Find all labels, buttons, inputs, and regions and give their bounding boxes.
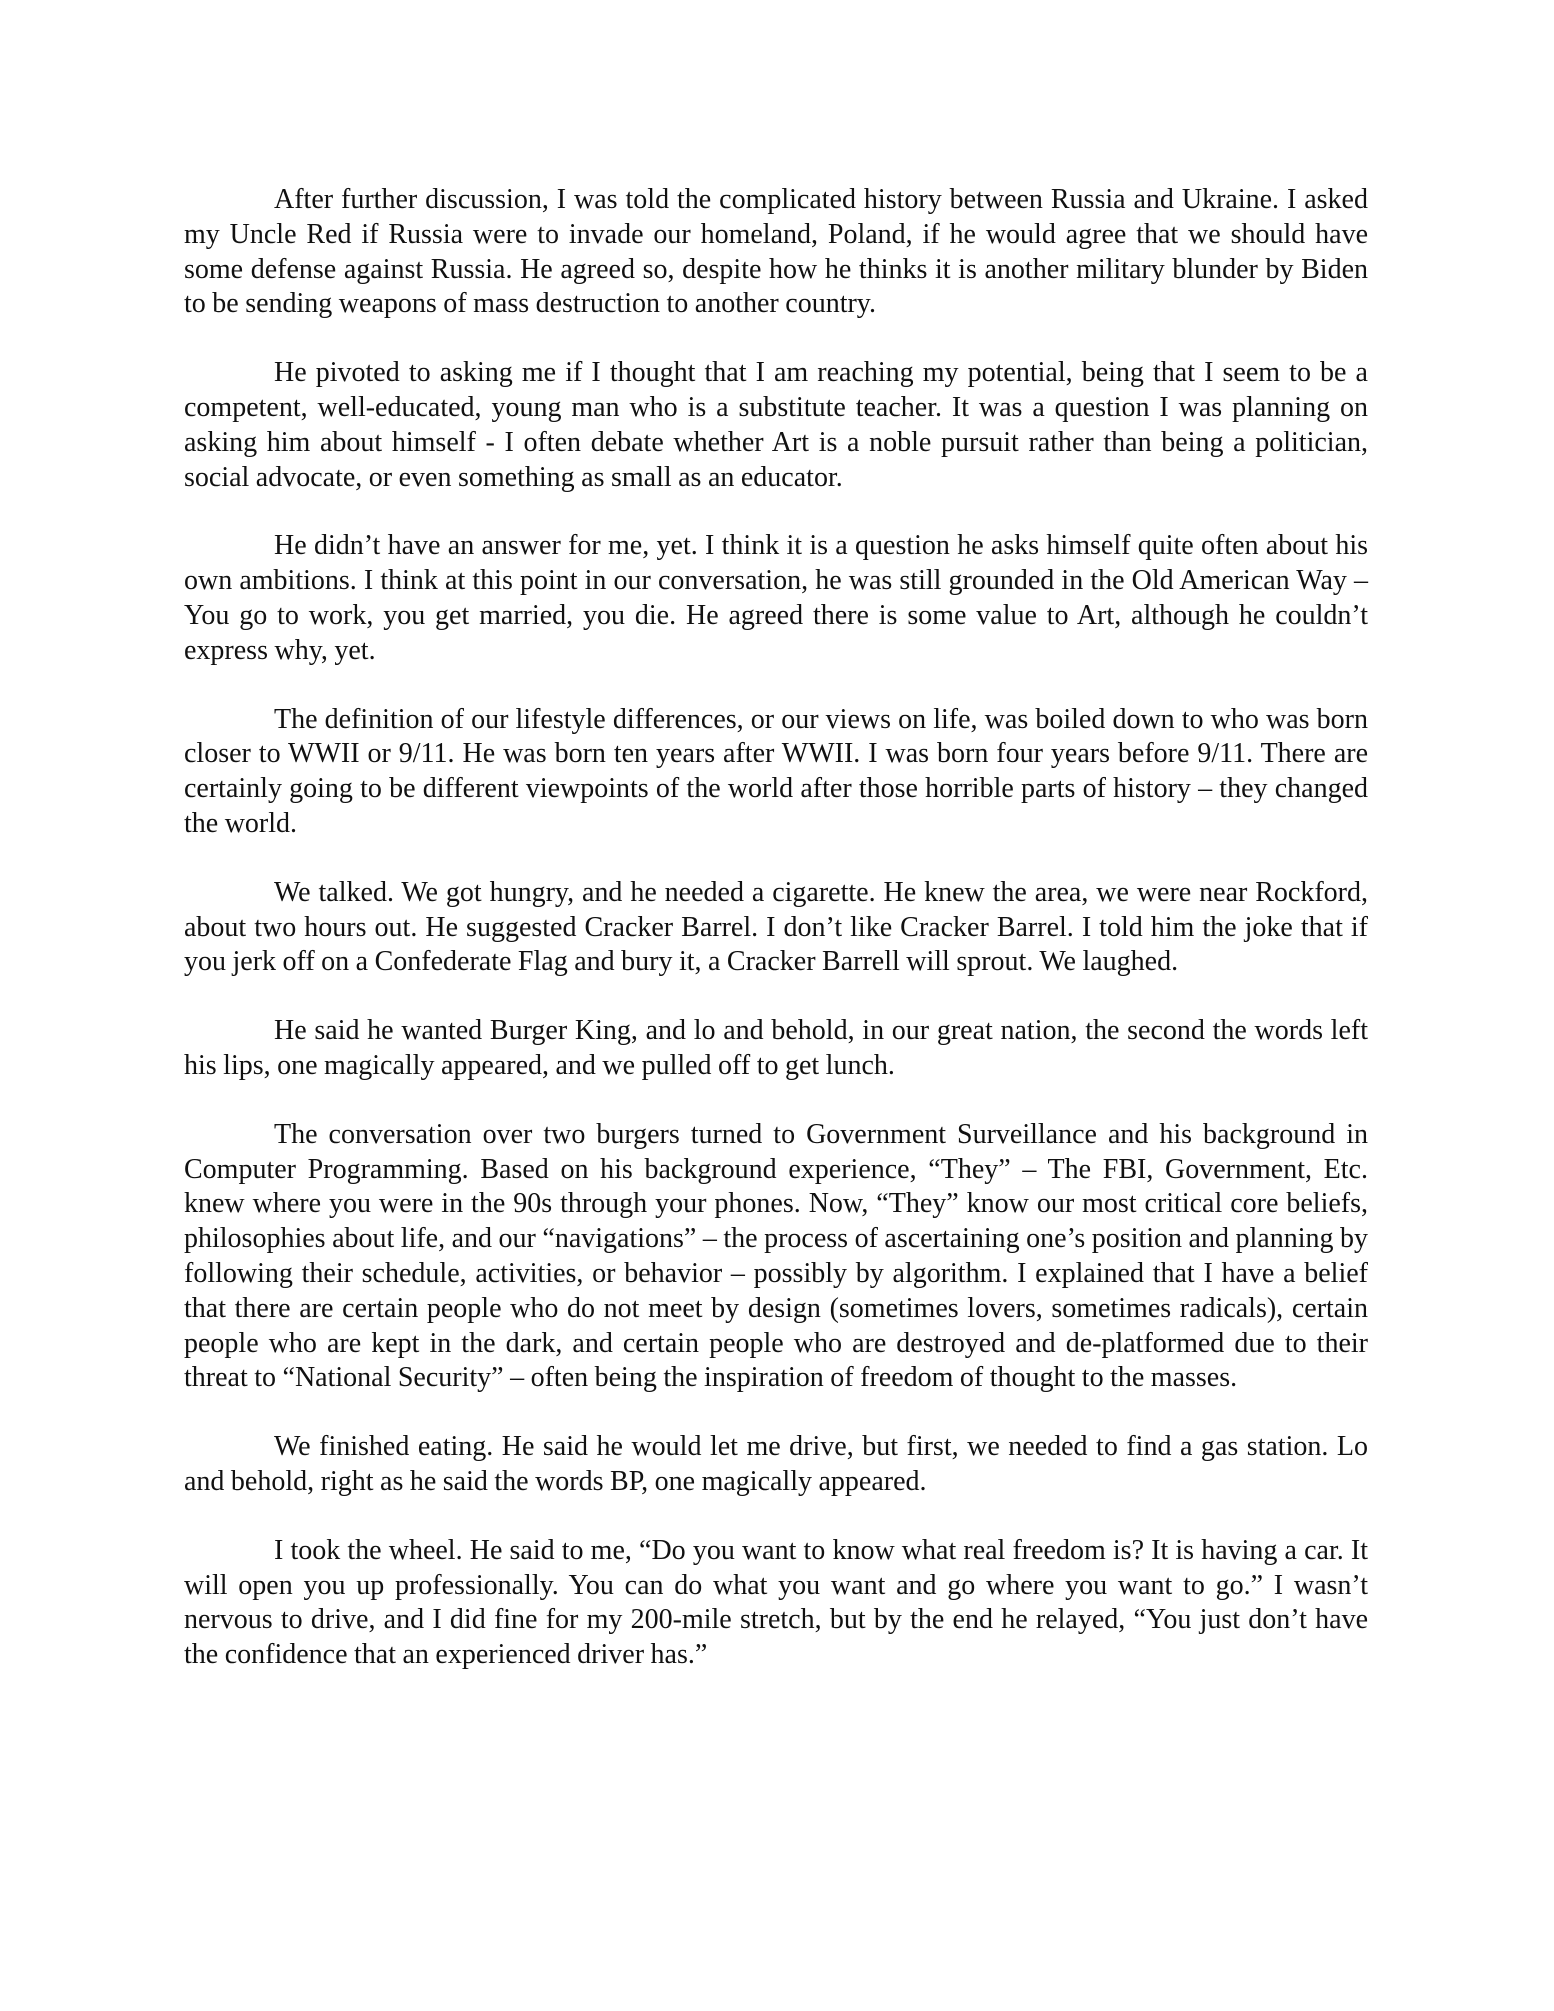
paragraph-ambitions: He didn’t have an answer for me, yet. I think it is a question he asks himself quite often about his own ambitions. I think at this point in our conversation, he was still grounded in the Old American Way – You go to work, you get married, you die. He agreed there is some value to Art, although he couldn’t express why, yet. [184, 530, 1368, 666]
paragraph-cracker-barrel: We talked. We got hungry, and he needed a cigarette. He knew the area, we were near Rockford, about two hours out. He suggested Cracker Barrel. I don’t like Cracker Barrel. I told him the joke that if you jerk off on a Confederate Flag and bury it, a Cracker Barrell will sprout. We laughed. [184, 876, 1368, 978]
paragraph-potential: He pivoted to asking me if I thought that I am reaching my potential, being that I seem to be a competent, well-educated, young man who is a substitute teacher. It was a question I was planning on asking him about himself - I often debate whether Art is a noble pursuit rather than being a politician, social advocate, or even something as small as an educator. [184, 357, 1368, 493]
document-page [184, 183, 1368, 1707]
paragraph-lifestyle-differences: The definition of our lifestyle differences, or our views on life, was boiled down to who was born closer to WWII or 9/11. He was born ten years after WWII. I was born four years before 9/11. There are certainly going to be different viewpoints of the world after those horrible parts of history – they changed the world. [184, 703, 1368, 839]
paragraph-burger-king: He said he wanted Burger King, and lo and behold, in our great nation, the second the words left his lips, one magically appeared, and we pulled off to get lunch. [184, 1015, 1368, 1081]
paragraph-russia-ukraine: After further discussion, I was told the complicated history between Russia and Ukraine. I asked my Uncle Red if Russia were to invade our homeland, Poland, if he would agree that we should have some defense against Russia. He agreed so, despite how he thinks it is another military blunder by Biden to be sending weapons of mass destruction to another country. [184, 184, 1368, 320]
paragraph-gas-station: We finished eating. He said he would let me drive, but first, we needed to find a gas station. Lo and behold, right as he said the words BP, one magically appeared. [184, 1431, 1368, 1497]
paragraph-driving: I took the wheel. He said to me, “Do you want to know what real freedom is? It is having a car. It will open you up professionally. You can do what you want and go where you want to go.” I wasn’t nervous to drive, and I did fine for my 200-mile stretch, but by the end he relayed, “You just don’t have the confidence that an experienced driver has.” [184, 1534, 1368, 1671]
paragraph-surveillance: The conversation over two burgers turned to Government Surveillance and his background in Computer Programming. Based on his background experience, “They” – The FBI, Government, Etc. knew where you were in the 90s through your phones. Now, “They” know our most critical core beliefs, philosophies about life, and our “navigations” – the process of ascertaining one’s position and planning by following their schedule, activities, or behavior – possibly by algorithm. I explained that I have a belief that there are certain people who do not meet by design (sometimes lovers, sometimes radicals), certain people who are kept in the dark, and certain people who are destroyed and de-platformed due to their threat to “National Security” – often being the inspiration of freedom of thought to the masses. [184, 1118, 1368, 1394]
